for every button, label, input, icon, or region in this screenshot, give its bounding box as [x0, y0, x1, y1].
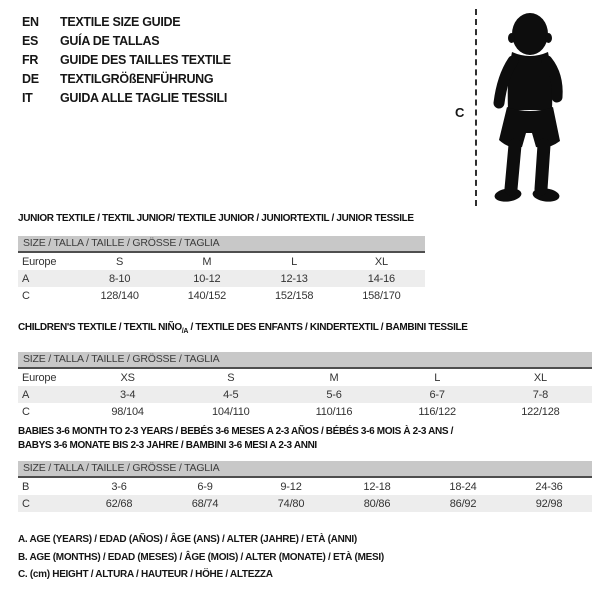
cell: 92/98 — [506, 495, 592, 512]
cell: 128/140 — [100, 289, 139, 302]
childrens-table — [18, 369, 592, 420]
cell: 18-24 — [449, 480, 477, 493]
cell: 4-5 — [179, 386, 282, 403]
cell: 6-7 — [386, 386, 489, 403]
cell: 6-9 — [197, 480, 213, 493]
lang-code: FR — [22, 53, 39, 67]
table-row-europe — [18, 253, 425, 270]
footnote-c: C. (cm) HEIGHT / ALTURA / HAUTEUR / HÖHE / ALTEZZA — [18, 569, 273, 580]
childrens-title-pre: CHILDREN'S TEXTILE / TEXTIL NIÑO — [18, 322, 182, 333]
babies-table — [18, 478, 592, 512]
cell: 3-6 — [111, 480, 127, 493]
cell: XL — [533, 371, 547, 384]
lang-row-fr — [22, 51, 231, 70]
lang-row-en — [22, 13, 231, 32]
table-row-age — [18, 386, 592, 403]
cell: 110/116 — [315, 405, 353, 418]
lang-title: TEXTILGRÖßENFÜHRUNG — [60, 72, 214, 86]
cell: 24-36 — [535, 480, 563, 493]
cell: 14-16 — [338, 270, 425, 287]
childrens-title-sub: /A — [181, 328, 189, 335]
lang-code: IT — [22, 91, 33, 105]
cell: S — [227, 371, 235, 384]
footnote-b: B. AGE (MONTHS) / EDAD (MESES) / ÂGE (MOIS) / ALTER (MONATE) / ETÀ (MESI) — [18, 551, 384, 563]
cell: 5-6 — [282, 386, 385, 403]
cell: 12-18 — [363, 480, 391, 493]
footnote-a: A. AGE (YEARS) / EDAD (AÑOS) / ÂGE (ANS) / ALTER (JAHRE) / ETÀ (ANNI) — [18, 534, 357, 545]
babies-title — [18, 425, 592, 453]
lang-row-de — [22, 70, 231, 89]
cell: M — [202, 255, 212, 268]
cell: 140/152 — [187, 289, 227, 302]
row-label: C — [22, 289, 30, 302]
babies-title-line2: BABYS 3-6 MONATE BIS 2-3 JAHRE / BAMBINI 3-6 MESI A 2-3 ANNI — [18, 440, 317, 451]
row-label: B — [22, 480, 30, 493]
lang-code: ES — [22, 34, 39, 48]
cell: 158/170 — [362, 289, 401, 302]
childrens-section — [18, 321, 592, 420]
childrens-title — [18, 321, 592, 339]
lang-row-it — [22, 89, 231, 108]
cell: XS — [120, 371, 135, 384]
table-row-height — [18, 287, 425, 304]
junior-table — [18, 253, 425, 304]
lang-title: GUÍA DE TALLAS — [60, 34, 160, 48]
language-title-list — [22, 13, 231, 108]
row-label: A — [18, 386, 76, 403]
lang-title: GUIDE DES TAILLES TEXTILE — [60, 53, 231, 67]
row-label: Europe — [22, 371, 57, 384]
cell: 3-4 — [76, 386, 179, 403]
cell: 62/68 — [76, 495, 162, 512]
height-measure-dashed-line — [475, 9, 477, 206]
table-row-europe — [18, 369, 592, 386]
junior-section — [18, 212, 425, 304]
footnotes — [18, 531, 384, 584]
junior-size-header: SIZE / TALLA / TAILLE / GRÖSSE / TAGLIA — [18, 236, 425, 253]
table-row-height — [18, 403, 592, 420]
cell: 98/104 — [111, 405, 144, 418]
cell: 80/86 — [334, 495, 420, 512]
babies-section — [18, 425, 592, 512]
table-row-height — [18, 495, 592, 512]
cell: M — [329, 371, 339, 384]
cell: L — [434, 371, 441, 384]
childrens-title-post: / TEXTILE DES ENFANTS / KINDERTEXTIL / BAMBINI TESSILE — [188, 322, 468, 333]
cell: 104/110 — [212, 405, 250, 418]
cell: 116/122 — [418, 405, 456, 418]
cell: 10-12 — [163, 270, 250, 287]
cell: 152/158 — [274, 289, 314, 302]
cell: 86/92 — [420, 495, 506, 512]
row-label: A — [18, 270, 76, 287]
lang-title: TEXTILE SIZE GUIDE — [60, 15, 181, 29]
row-label: C — [22, 405, 30, 418]
height-measure-label: C — [455, 105, 465, 120]
cell: L — [291, 255, 298, 268]
cell: 74/80 — [248, 495, 334, 512]
cell: 9-12 — [280, 480, 302, 493]
table-row-age — [18, 270, 425, 287]
cell: 7-8 — [489, 386, 592, 403]
childrens-size-header: SIZE / TALLA / TAILLE / GRÖSSE / TAGLIA — [18, 352, 592, 369]
babies-size-header: SIZE / TALLA / TAILLE / GRÖSSE / TAGLIA — [18, 461, 592, 478]
cell: 68/74 — [162, 495, 248, 512]
junior-title: JUNIOR TEXTILE / TEXTIL JUNIOR/ TEXTILE JUNIOR / JUNIORTEXTIL / JUNIOR TESSILE — [18, 213, 414, 224]
cell: XL — [374, 255, 388, 268]
toddler-silhouette-image — [482, 7, 578, 207]
lang-code: EN — [22, 15, 39, 29]
lang-title: GUIDA ALLE TAGLIE TESSILI — [60, 91, 228, 105]
lang-row-es — [22, 32, 231, 51]
cell: 8-10 — [76, 270, 163, 287]
lang-code: DE — [22, 72, 39, 86]
cell: 12-13 — [251, 270, 338, 287]
babies-title-line1: BABIES 3-6 MONTH TO 2-3 YEARS / BEBÉS 3-6 MESES A 2-3 AÑOS / BÉBÉS 3-6 MOIS À 2-3 ANS / — [18, 426, 454, 437]
cell: 122/128 — [521, 405, 560, 418]
cell: S — [116, 255, 124, 268]
row-label: C — [18, 495, 76, 512]
row-label: Europe — [22, 255, 57, 268]
table-row-months — [18, 478, 592, 495]
